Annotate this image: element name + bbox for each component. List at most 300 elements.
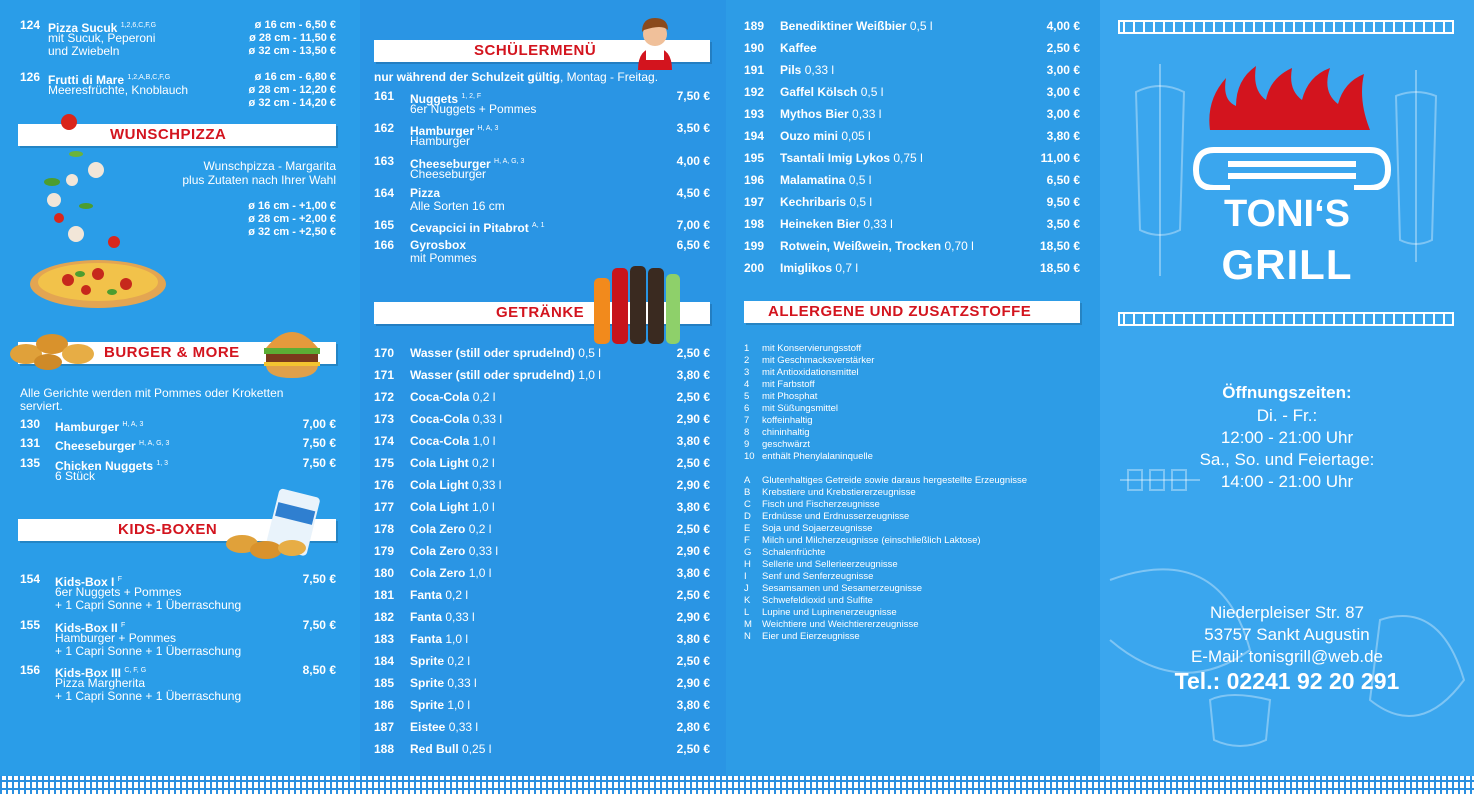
item-number: 126 xyxy=(20,70,41,84)
item-name-text: Hamburger xyxy=(55,420,120,434)
additive-key: 7 xyxy=(744,415,750,426)
drink-name-text: Fanta xyxy=(410,632,443,646)
item-description: mit Pommes xyxy=(410,251,477,265)
item-price: ø 28 cm - 11,50 € xyxy=(249,32,336,44)
drink-size: 0,33 l xyxy=(863,217,893,231)
item-name-text: Chicken Nuggets xyxy=(55,459,154,473)
drink-name-text: Rotwein, Weißwein, Trocken xyxy=(780,239,942,253)
allergen-codes: 1,2,A,B,C,F,G xyxy=(127,74,171,81)
drink-name xyxy=(410,589,468,602)
item-price: ø 32 cm - 14,20 € xyxy=(248,97,336,109)
item-price: 3,00 € xyxy=(1046,63,1080,77)
drink-size: 1,0 l xyxy=(578,368,601,382)
allergen-key: G xyxy=(744,547,752,558)
drink-name xyxy=(410,369,601,382)
item-price: 2,90 € xyxy=(676,478,710,492)
drink-name-text: Fanta xyxy=(410,610,443,624)
item-price: 3,50 € xyxy=(676,121,710,135)
item-name-text: Frutti di Mare xyxy=(48,73,125,87)
item-number: 192 xyxy=(744,85,765,99)
drink-name-text: Heineken Bier xyxy=(780,217,861,231)
drink-name-text: Cola Zero xyxy=(410,522,466,536)
panel-schuelermenue-getraenke xyxy=(360,0,726,776)
drink-name-text: Ouzo mini xyxy=(780,129,838,143)
item-price: 4,00 € xyxy=(1046,19,1080,33)
drink-name xyxy=(410,347,601,360)
allergen-codes: C, F, G xyxy=(124,667,147,674)
drink-name xyxy=(780,262,858,275)
additive-label: mit Geschmacksverstärker xyxy=(762,355,875,366)
item-number: 183 xyxy=(374,632,395,646)
drink-name-text: Coca-Cola xyxy=(410,412,470,426)
allergen-codes: 1, 2, F xyxy=(461,93,482,100)
item-number: 170 xyxy=(374,346,395,360)
item-number: 188 xyxy=(374,742,395,756)
wunschpizza-price: ø 32 cm - +2,50 € xyxy=(248,226,336,238)
item-price: 9,50 € xyxy=(1046,195,1080,209)
item-price: 2,50 € xyxy=(676,390,710,404)
item-price: 2,50 € xyxy=(676,588,710,602)
brand-name-line2: GRILL xyxy=(1221,241,1353,288)
allergen-label: Milch und Milcherzeugnisse (einschließlich Laktose) xyxy=(762,535,981,546)
additive-key: 8 xyxy=(744,427,750,438)
additive-key: 5 xyxy=(744,391,750,402)
item-number: 174 xyxy=(374,434,395,448)
drink-name xyxy=(410,611,475,624)
allergen-key: F xyxy=(744,535,750,546)
brand-name-line1: TONI‘S xyxy=(1224,193,1350,235)
item-price: 4,00 € xyxy=(676,154,710,168)
student-icon xyxy=(632,10,678,70)
allergen-codes: A, 1 xyxy=(532,222,545,229)
item-number: 191 xyxy=(744,63,765,77)
drink-name-text: Kechribaris xyxy=(780,195,847,209)
item-number: 193 xyxy=(744,107,765,121)
allergen-key: B xyxy=(744,487,751,498)
drink-name xyxy=(780,218,893,231)
allergen-label: Erdnüsse und Erdnusserzeugnisse xyxy=(762,511,910,522)
item-description: + 1 Capri Sonne + 1 Überraschung xyxy=(55,644,242,658)
item-price: 3,80 € xyxy=(676,632,710,646)
drink-name xyxy=(410,655,470,668)
drink-name xyxy=(410,545,498,558)
drink-name-text: Wasser (still oder sprudelnd) xyxy=(410,346,575,360)
drink-size: 0,33 l xyxy=(468,544,499,558)
item-price: 2,80 € xyxy=(676,720,710,734)
item-price: 18,50 € xyxy=(1039,261,1080,275)
additive-label: mit Süßungsmittel xyxy=(762,403,839,414)
drink-size: 0,33 l xyxy=(445,610,475,624)
item-price: 2,90 € xyxy=(676,610,710,624)
allergen-codes: 1, 3 xyxy=(156,460,169,467)
item-name-text: Gyrosbox xyxy=(410,238,467,252)
drink-name xyxy=(410,391,495,404)
drink-name-text: Imiglikos xyxy=(780,261,833,275)
item-name-text: Cheeseburger xyxy=(410,157,491,171)
item-price: 18,50 € xyxy=(1039,239,1080,253)
item-number: 161 xyxy=(374,89,395,103)
drink-name xyxy=(780,20,933,33)
hours-title: Öffnungszeiten: xyxy=(1222,383,1352,402)
phone-number[interactable]: Tel.: 02241 92 20 291 xyxy=(1174,668,1400,694)
allergen-key: H xyxy=(744,559,751,570)
drink-size: 0,75 l xyxy=(893,151,923,165)
drink-name-text: Coca-Cola xyxy=(410,390,470,404)
additive-label: mit Farbstoff xyxy=(762,379,815,390)
allergen-key: J xyxy=(744,583,749,594)
allergen-codes: F xyxy=(117,576,122,583)
allergen-codes: H, A, G, 3 xyxy=(139,440,170,447)
item-name-text: Kids-Box I xyxy=(55,575,115,589)
drink-name-text: Sprite xyxy=(410,676,445,690)
item-price: 7,50 € xyxy=(676,89,710,103)
drink-name xyxy=(410,479,501,492)
drink-name xyxy=(410,633,468,646)
allergen-codes: F xyxy=(121,622,126,629)
item-name-text: Pizza Sucuk xyxy=(48,21,118,35)
item-price: ø 16 cm - 6,50 € xyxy=(254,19,336,31)
item-number: 185 xyxy=(374,676,395,690)
allergen-label: Soja und Sojaerzeugnisse xyxy=(762,523,873,534)
drink-name xyxy=(410,721,478,734)
item-name-text: Kids-Box II xyxy=(55,621,118,635)
item-number: 200 xyxy=(744,261,765,275)
hours-line: 14:00 - 21:00 Uhr xyxy=(1220,472,1354,491)
hours-line: Di. - Fr.: xyxy=(1256,406,1318,425)
drink-name xyxy=(410,743,491,756)
item-price: 6,50 € xyxy=(676,238,710,252)
item-description: Hamburger xyxy=(410,134,471,148)
item-description: 6er Nuggets + Pommes xyxy=(410,102,537,116)
drink-name-text: Cola Zero xyxy=(410,544,466,558)
item-number: 199 xyxy=(744,239,765,253)
drink-size: 0,2 l xyxy=(472,390,496,404)
additive-label: chininhaltig xyxy=(762,427,810,438)
item-number: 194 xyxy=(744,129,765,143)
item-price: 3,80 € xyxy=(676,368,710,382)
allergen-key: D xyxy=(744,511,751,522)
drink-name-text: Red Bull xyxy=(410,742,459,756)
item-price: 3,80 € xyxy=(676,434,710,448)
item-price: 4,50 € xyxy=(676,186,710,200)
drink-name xyxy=(780,130,871,143)
allergen-label: Fisch und Fischerzeugnisse xyxy=(762,499,880,510)
panel-getraenke-allergene xyxy=(726,0,1100,776)
item-price: 3,80 € xyxy=(676,500,710,514)
drink-name xyxy=(410,435,495,448)
item-price: 7,50 € xyxy=(302,618,336,632)
item-description: und Zwiebeln xyxy=(48,44,120,58)
drink-name-text: Sprite xyxy=(410,654,445,668)
item-number: 131 xyxy=(20,436,41,450)
allergen-label: Senf und Senferzeugnisse xyxy=(762,571,874,582)
item-description: + 1 Capri Sonne + 1 Überraschung xyxy=(55,689,242,703)
schueler-note-bold: nur während der Schulzeit gültig xyxy=(374,70,561,84)
allergen-key: M xyxy=(744,619,752,630)
item-number: 179 xyxy=(374,544,395,558)
drink-size: 0,5 l xyxy=(909,19,933,33)
item-name-text: Kids-Box III xyxy=(55,666,122,680)
item-number: 156 xyxy=(20,663,41,677)
item-name-text: Cevapcici in Pitabrot xyxy=(410,221,529,235)
drink-name xyxy=(780,108,881,121)
drink-name-text: Tsantali Imig Lykos xyxy=(780,151,891,165)
drink-size: 1,0 l xyxy=(445,632,469,646)
grill-logo-icon xyxy=(1192,60,1392,190)
drink-name xyxy=(410,413,502,426)
item-number: 196 xyxy=(744,173,765,187)
drink-name xyxy=(780,86,883,99)
drink-name-text: Eistee xyxy=(410,720,446,734)
item-number: 189 xyxy=(744,19,765,33)
schueler-title: SCHÜLERMENÜ xyxy=(474,42,597,59)
item-price: 2,90 € xyxy=(676,544,710,558)
item-price: 7,00 € xyxy=(676,218,710,232)
allergen-key: C xyxy=(744,499,751,510)
drink-size: 1,0 l xyxy=(472,434,496,448)
wunschpizza-line2: plus Zutaten nach Ihrer Wahl xyxy=(182,173,336,187)
drink-name xyxy=(780,240,974,253)
item-number: 163 xyxy=(374,154,395,168)
item-price: 2,90 € xyxy=(676,412,710,426)
item-price: 7,00 € xyxy=(302,417,336,431)
drink-name xyxy=(780,174,871,187)
additive-key: 10 xyxy=(744,451,755,462)
capri-sun-image xyxy=(222,488,322,564)
drink-size: 0,5 l xyxy=(848,173,872,187)
allergen-codes: H, A, G, 3 xyxy=(494,158,525,165)
drink-size: 0,2 l xyxy=(472,456,495,470)
item-number: 165 xyxy=(374,218,395,232)
item-number: 176 xyxy=(374,478,395,492)
address-block xyxy=(1100,602,1474,668)
address-city: 53757 Sankt Augustin xyxy=(1204,625,1370,644)
item-price: 8,50 € xyxy=(302,663,336,677)
allergen-label: Sesamsamen und Sesamerzeugnisse xyxy=(762,583,923,594)
drink-name-text: Malamatina xyxy=(780,173,846,187)
drink-size: 1,0 l xyxy=(472,500,495,514)
item-number: 164 xyxy=(374,186,395,200)
allergen-codes: H, A, 3 xyxy=(477,125,499,132)
drink-name-text: Pils xyxy=(780,63,802,77)
additive-key: 3 xyxy=(744,367,750,378)
wunschpizza-price: ø 16 cm - +1,00 € xyxy=(248,200,336,212)
drink-size: 0,05 l xyxy=(841,129,871,143)
allergen-codes: 1,2,6,C,F,G xyxy=(120,22,157,29)
item-price: ø 32 cm - 13,50 € xyxy=(248,45,336,57)
item-price: 2,90 € xyxy=(676,676,710,690)
item-description: Alle Sorten 16 cm xyxy=(410,199,505,213)
wunschpizza-price: ø 28 cm - +2,00 € xyxy=(248,213,336,225)
drink-name xyxy=(780,152,923,165)
item-price: 2,50 € xyxy=(676,742,710,756)
item-price: 3,80 € xyxy=(676,698,710,712)
drink-size: 0,33 l xyxy=(447,676,477,690)
wunschpizza-title: WUNSCHPIZZA xyxy=(110,126,227,143)
drink-size: 0,25 l xyxy=(462,742,492,756)
item-number: 187 xyxy=(374,720,395,734)
additive-label: koffeinhaltig xyxy=(762,415,813,426)
item-number: 172 xyxy=(374,390,395,404)
allergen-key: I xyxy=(744,571,747,582)
hours-block xyxy=(1100,405,1474,493)
drink-size: 0,5 l xyxy=(849,195,873,209)
drink-size: 0,70 l xyxy=(944,239,974,253)
hours-line: Sa., So. und Feiertage: xyxy=(1199,450,1375,469)
burger-image xyxy=(260,320,324,380)
address-street: Niederpleiser Str. 87 xyxy=(1209,603,1365,622)
additive-key: 6 xyxy=(744,403,750,414)
item-number: 195 xyxy=(744,151,765,165)
item-number: 182 xyxy=(374,610,395,624)
item-price: 2,50 € xyxy=(1046,41,1080,55)
additive-key: 2 xyxy=(744,355,750,366)
drink-name-text: Wasser (still oder sprudelnd) xyxy=(410,368,575,382)
item-price: 7,50 € xyxy=(302,456,336,470)
schueler-note xyxy=(374,71,658,84)
burger-title: BURGER & MORE xyxy=(104,344,240,361)
allergene-title: ALLERGENE UND ZUSATZSTOFFE xyxy=(768,303,1032,320)
hours-line: 12:00 - 21:00 Uhr xyxy=(1220,428,1354,447)
item-price: 3,80 € xyxy=(1046,129,1080,143)
item-price: 3,50 € xyxy=(1046,217,1080,231)
drink-name xyxy=(410,501,495,514)
item-description: Hamburger + Pommes xyxy=(55,631,177,645)
kids-title: KIDS-BOXEN xyxy=(118,521,218,538)
drink-size: 1,0 l xyxy=(468,566,492,580)
allergen-label: Eier und Eierzeugnisse xyxy=(762,631,860,642)
drink-name-text: Kaffee xyxy=(780,41,817,55)
item-price: 6,50 € xyxy=(1046,173,1080,187)
greek-border-bottom xyxy=(0,776,1474,794)
item-price: 2,50 € xyxy=(676,522,710,536)
drink-name-text: Cola Light xyxy=(410,456,469,470)
item-price: 2,50 € xyxy=(676,346,710,360)
drink-size: 0,7 l xyxy=(835,261,859,275)
drink-name-text: Sprite xyxy=(410,698,445,712)
drink-size: 0,33 l xyxy=(472,412,503,426)
item-description: 6er Nuggets + Pommes xyxy=(55,585,182,599)
allergen-label: Weichtiere und Weichtiererzeugnisse xyxy=(762,619,919,630)
item-number: 130 xyxy=(20,417,41,431)
allergen-label: Sellerie und Sellerieerzeugnisse xyxy=(762,559,898,570)
drink-size: 0,2 l xyxy=(445,588,469,602)
item-name-text: Nuggets xyxy=(410,92,458,106)
drink-name xyxy=(410,699,470,712)
item-description: Meeresfrüchte, Knoblauch xyxy=(48,83,189,97)
drink-name-text: Cola Zero xyxy=(410,566,466,580)
additive-key: 1 xyxy=(744,343,750,354)
item-price: 7,50 € xyxy=(302,436,336,450)
drink-size: 0,5 l xyxy=(578,346,601,360)
burger-intro: Alle Gerichte werden mit Pommes oder Kroketten xyxy=(20,386,284,400)
drink-name xyxy=(780,42,817,55)
drink-name xyxy=(410,677,477,690)
pizza-image xyxy=(28,252,168,310)
item-number: 173 xyxy=(374,412,395,426)
allergen-key: A xyxy=(744,475,751,486)
item-price: 3,00 € xyxy=(1046,107,1080,121)
drink-name xyxy=(410,567,491,580)
item-number: 184 xyxy=(374,654,395,668)
additive-label: enthält Phenylalaninquelle xyxy=(762,451,873,462)
drink-name xyxy=(780,196,872,209)
drink-size: 0,2 l xyxy=(447,654,471,668)
additive-label: mit Phosphat xyxy=(762,391,818,402)
item-description: + 1 Capri Sonne + 1 Überraschung xyxy=(55,598,242,612)
item-name-text: Pizza xyxy=(410,186,441,200)
allergen-label: Schalenfrüchte xyxy=(762,547,826,558)
item-number: 154 xyxy=(20,572,41,586)
allergen-label: Glutenhaltiges Getreide sowie daraus hergestellte Erzeugnisse xyxy=(762,475,1028,486)
allergen-key: K xyxy=(744,595,751,606)
item-number: 197 xyxy=(744,195,765,209)
item-description: Cheeseburger xyxy=(410,167,487,181)
item-number: 135 xyxy=(20,456,41,470)
allergen-codes: H, A, 3 xyxy=(122,421,144,428)
drink-name-text: Benediktiner Weißbier xyxy=(780,19,907,33)
item-number: 190 xyxy=(744,41,765,55)
drink-name-text: Fanta xyxy=(410,588,443,602)
item-number: 178 xyxy=(374,522,395,536)
item-number: 177 xyxy=(374,500,395,514)
item-name-text: Hamburger xyxy=(410,124,475,138)
item-price: ø 28 cm - 12,20 € xyxy=(248,84,336,96)
drink-size: 0,33 l xyxy=(472,478,502,492)
email-link[interactable]: E-Mail: tonisgrill@web.de xyxy=(1190,647,1384,666)
item-price: 2,50 € xyxy=(676,654,710,668)
item-number: 124 xyxy=(20,18,41,32)
additive-key: 4 xyxy=(744,379,750,390)
burger-intro: serviert. xyxy=(20,399,63,413)
drink-name-text: Cola Light xyxy=(410,500,469,514)
wunschpizza-line1: Wunschpizza - Margarita xyxy=(203,159,336,173)
allergene-header xyxy=(744,301,1080,323)
drink-size: 0,33 l xyxy=(852,107,882,121)
item-number: 175 xyxy=(374,456,395,470)
item-number: 198 xyxy=(744,217,765,231)
drink-name xyxy=(410,457,495,470)
item-number: 181 xyxy=(374,588,395,602)
item-price: 3,80 € xyxy=(676,566,710,580)
item-price: 7,50 € xyxy=(302,572,336,586)
drink-name-text: Mythos Bier xyxy=(780,107,849,121)
item-number: 171 xyxy=(374,368,395,382)
additive-label: geschwärzt xyxy=(762,439,811,450)
panel-pizza-burger-kids xyxy=(0,0,360,776)
item-number: 155 xyxy=(20,618,41,632)
drink-name-text: Gaffel Kölsch xyxy=(780,85,858,99)
item-number: 166 xyxy=(374,238,395,252)
drink-name xyxy=(780,64,834,77)
allergen-key: E xyxy=(744,523,751,534)
allergen-key: L xyxy=(744,607,750,618)
item-name xyxy=(55,418,143,434)
additive-label: mit Antioxidationsmittel xyxy=(762,367,859,378)
panel-brand-info xyxy=(1100,0,1474,776)
drink-name-text: Cola Light xyxy=(410,478,469,492)
item-name xyxy=(55,437,169,453)
item-name xyxy=(410,219,545,235)
allergen-label: Krebstiere und Krebstiererzeugnisse xyxy=(762,487,916,498)
item-price: ø 16 cm - 6,80 € xyxy=(254,71,336,83)
drink-size: 1,0 l xyxy=(447,698,471,712)
item-number: 186 xyxy=(374,698,395,712)
allergen-label: Schwefeldioxid und Sulfite xyxy=(762,595,873,606)
additive-key: 9 xyxy=(744,439,750,450)
schueler-note-rest: , Montag - Freitag. xyxy=(560,70,659,84)
drink-size: 0,33 l xyxy=(804,63,835,77)
